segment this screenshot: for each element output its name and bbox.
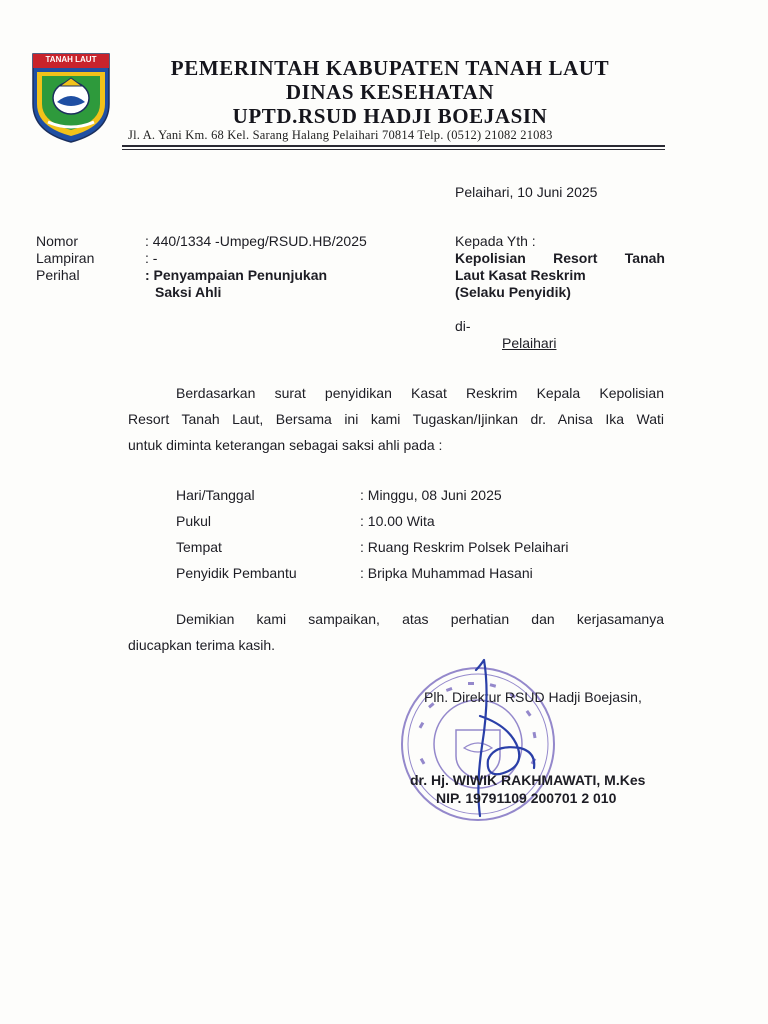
body-p1-line1: Berdasarkan surat penyidikan Kasat Reskrim Kepala Kepolisian	[176, 385, 664, 401]
body-paragraph-2	[128, 606, 664, 658]
kop-rule-thin	[122, 149, 665, 150]
recipient-di: di-	[455, 318, 471, 334]
detail-value: : Minggu, 08 Juni 2025	[360, 487, 502, 503]
recipient-line2: Laut Kasat Reskrim	[455, 267, 586, 283]
signatory-nip: NIP. 19791109 200701 2 010	[436, 790, 617, 806]
kop-government: PEMERINTAH KABUPATEN TANAH LAUT	[170, 56, 610, 80]
detail-value: : Ruang Reskrim Polsek Pelaihari	[360, 539, 569, 555]
detail-row-investigator	[176, 564, 636, 590]
detail-value: : Bripka Muhammad Hasani	[360, 565, 533, 581]
details-list	[176, 486, 636, 590]
detail-label: Pukul	[176, 513, 212, 529]
signatory-title: Plh. Direktur RSUD Hadji Boejasin,	[424, 689, 642, 705]
body-p2-line1: Demikian kami sampaikan, atas perhatian dan kerjasamanya	[176, 611, 664, 627]
detail-label: Penyidik Pembantu	[176, 565, 297, 581]
nomor-label: Nomor	[36, 233, 79, 249]
recipient-word-3: Tanah	[624, 250, 665, 266]
detail-value: : 10.00 Wita	[360, 513, 435, 529]
detail-label: Tempat	[176, 539, 222, 555]
lampiran-label: Lampiran	[36, 250, 95, 266]
body-p1-line3: untuk diminta keterangan sebagai saksi ahli pada :	[128, 437, 443, 453]
date-place: Pelaihari, 10 Juni 2025	[455, 184, 598, 200]
perihal-value: : Penyampaian Penunjukan	[145, 267, 328, 283]
regency-logo	[30, 52, 112, 144]
detail-label: Hari/Tanggal	[176, 487, 255, 503]
recipient-greeting: Kepada Yth :	[455, 233, 536, 249]
signatory-name: dr. Hj. WIWIK RAKHMAWATI, M.Kes	[410, 772, 646, 788]
recipient-line1	[455, 249, 665, 267]
body-p1-line2: Resort Tanah Laut, Bersama ini kami Tugaskan/Ijinkan dr. Anisa Ika Wati	[128, 411, 664, 427]
body-paragraph-1	[128, 380, 664, 458]
recipient-city: Pelaihari	[502, 335, 557, 351]
detail-row-date	[176, 486, 636, 512]
detail-row-place	[176, 538, 636, 564]
recipient-word-1: Kepolisian	[455, 250, 526, 266]
kop-address: Jl. A. Yani Km. 68 Kel. Sarang Halang Pelaihari 70814 Telp. (0512) 21082 21083	[128, 128, 553, 142]
perihal-value-cont: Saksi Ahli	[155, 284, 222, 300]
kop-rule-thick	[122, 145, 665, 147]
kop-department: DINAS KESEHATAN	[285, 80, 495, 104]
lampiran-value: : -	[145, 250, 158, 266]
body-p2-line2: diucapkan terima kasih.	[128, 637, 276, 653]
perihal-label: Perihal	[36, 267, 80, 283]
recipient-line3: (Selaku Penyidik)	[455, 284, 571, 300]
letterhead	[0, 0, 768, 155]
logo-label: TANAH LAUT	[45, 55, 97, 64]
kop-hospital: UPTD.RSUD HADJI BOEJASIN	[232, 104, 548, 128]
nomor-value: : 440/1334 -Umpeg/RSUD.HB/2025	[145, 233, 367, 249]
detail-row-time	[176, 512, 636, 538]
recipient-word-2: Resort	[553, 250, 598, 266]
